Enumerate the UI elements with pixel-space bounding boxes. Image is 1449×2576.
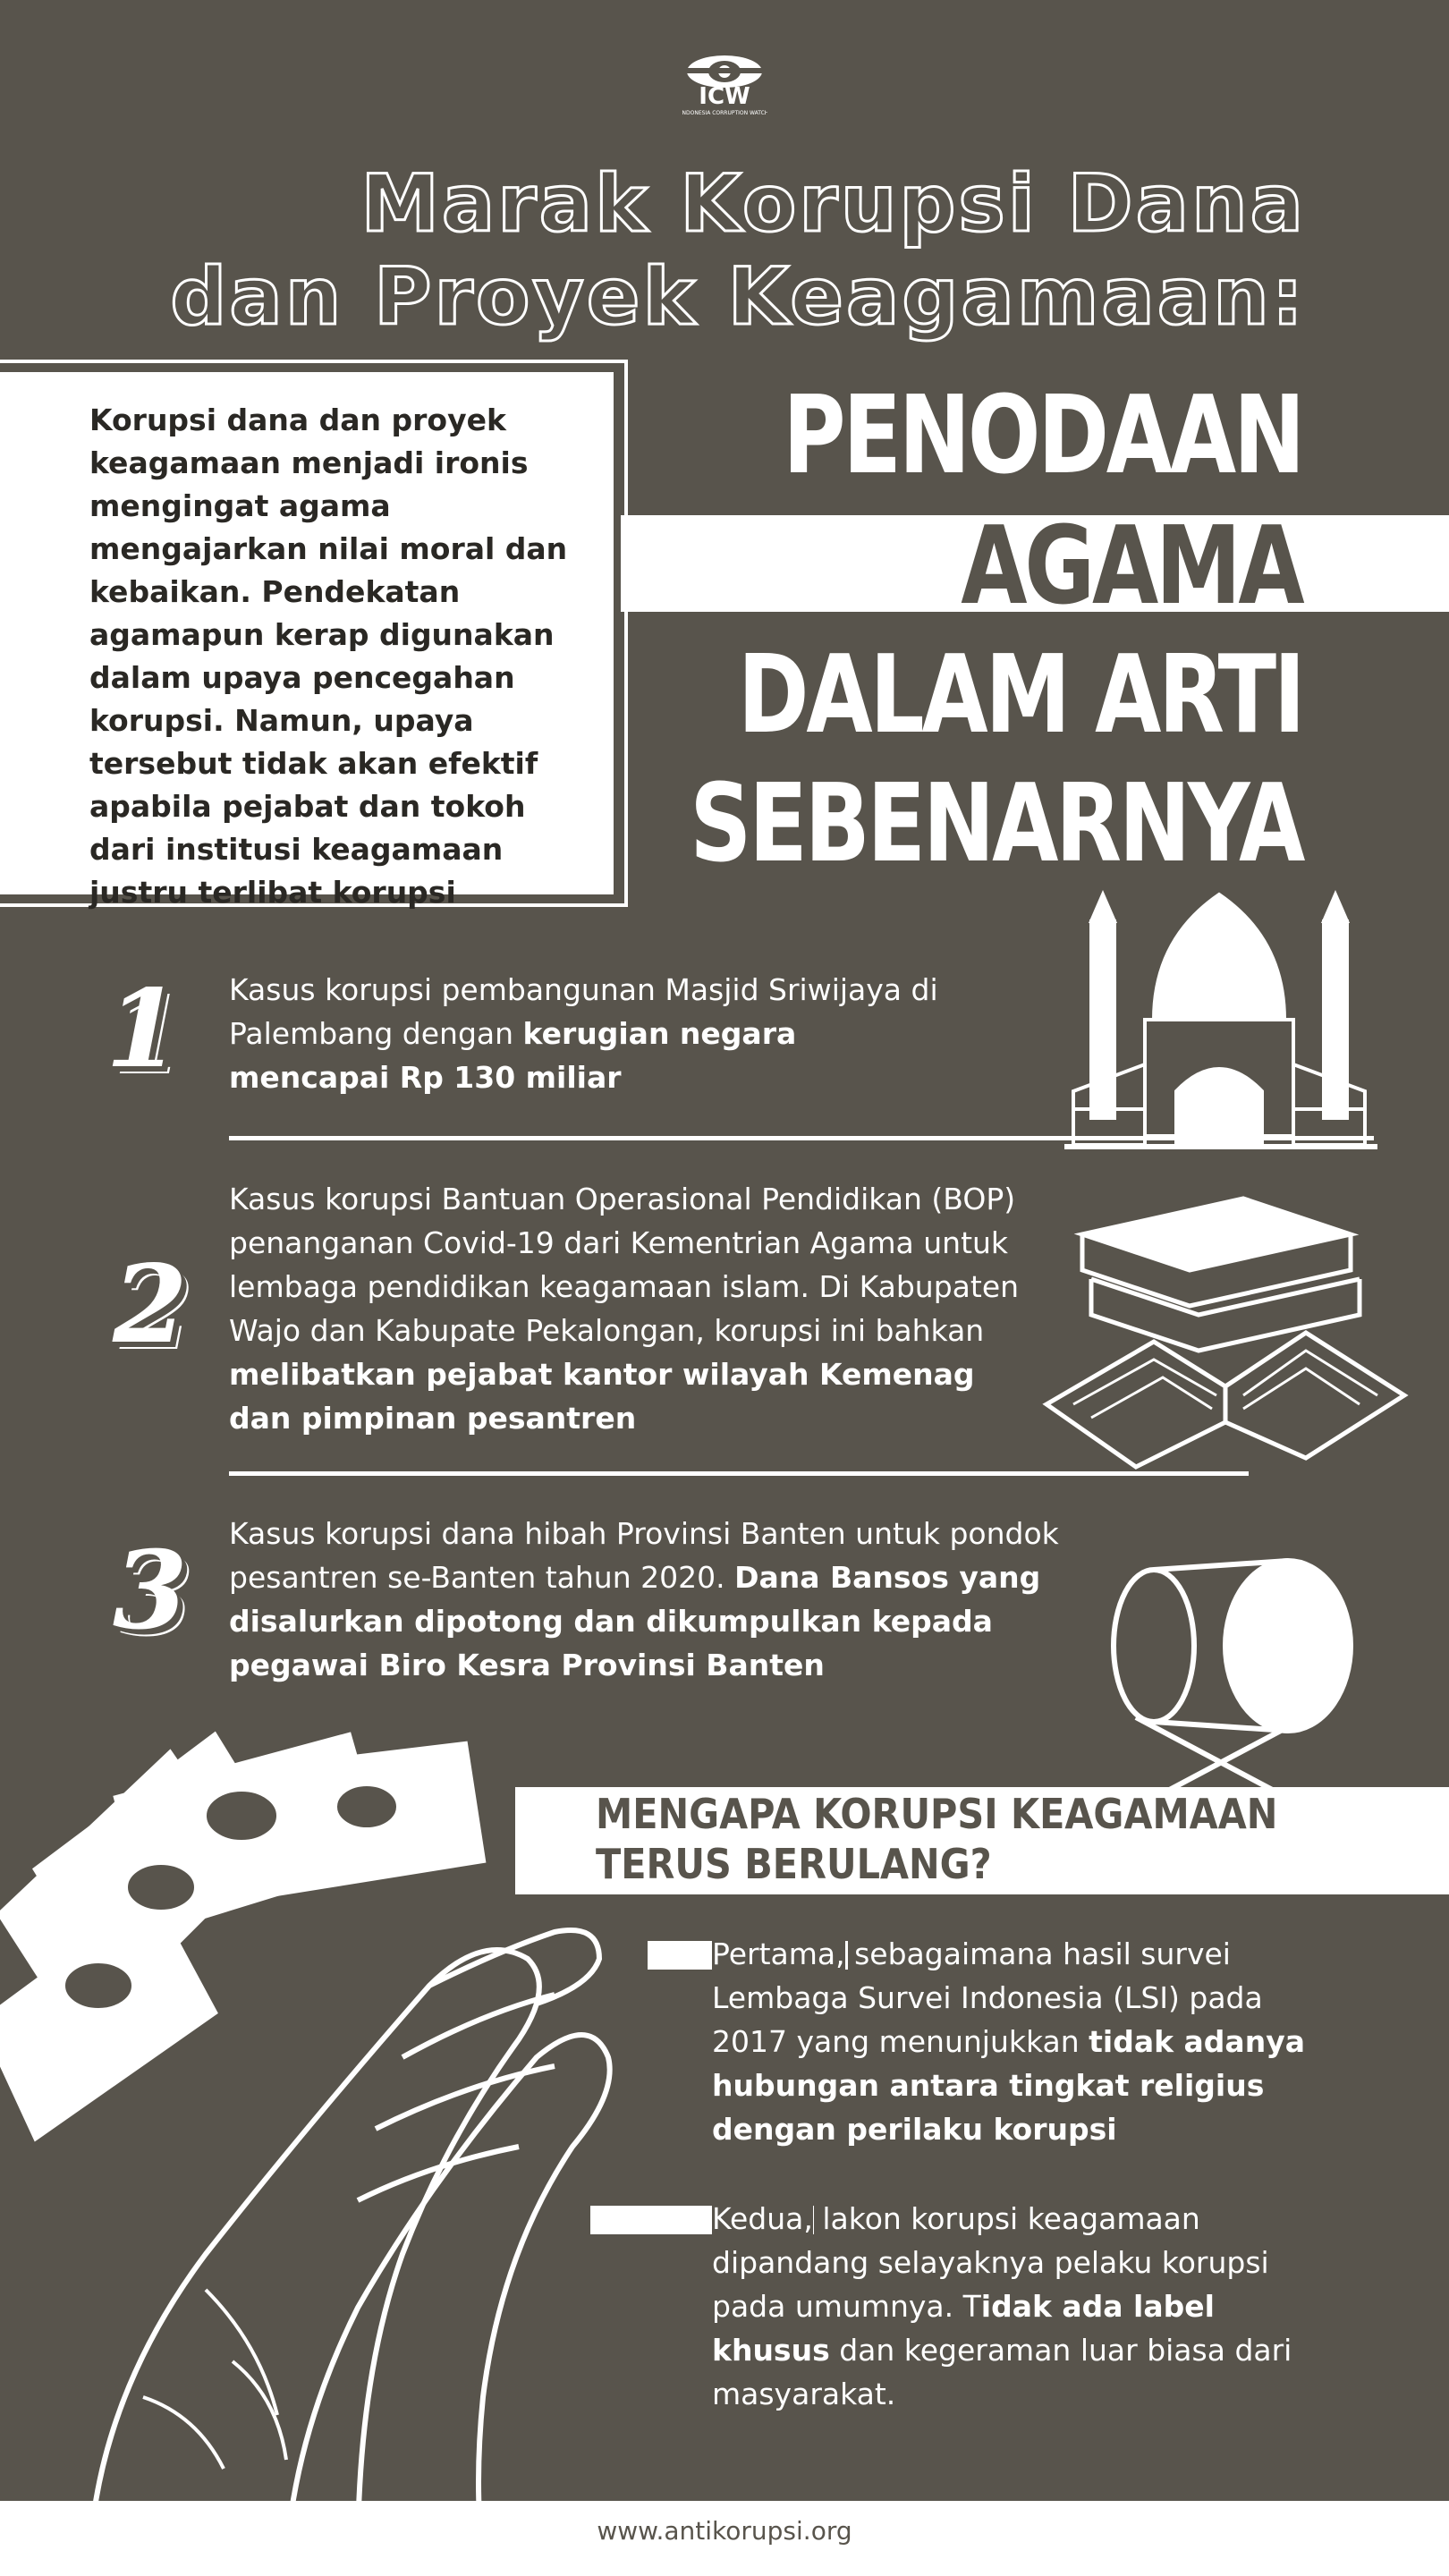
reason-2-regular: lakon korupsi keagamaan dipandang selayaknya pelaku korupsi pada umumnya. T (712, 2201, 1269, 2324)
reason-1-lead: Pertama, (712, 1936, 845, 1971)
item-3-regular: Kasus korupsi dana hibah Provinsi Banten untuk pondok pesantren se-Banten tahun 2020. (229, 1516, 1059, 1595)
item-1-bold: kerugian negara mencapai Rp 130 miliar (229, 1016, 797, 1095)
item-1-regular: Kasus korupsi pembangunan Masjid Sriwijaya di Palembang dengan (229, 972, 938, 1051)
divider-1 (229, 1136, 1374, 1140)
footer-url[interactable]: www.antikorupsi.org (597, 2516, 852, 2546)
reason-1-regular: sebagaimana hasil survei Lembaga Survei Indonesia (LSI) pada 2017 yang menunjukkan (712, 1936, 1263, 2059)
bedug-drum-icon (1100, 1538, 1368, 1798)
item-text-3 (229, 1512, 1088, 1687)
headline-line-2: AGAMA (961, 504, 1302, 629)
headline-line-4: SEBENARNYA (690, 762, 1302, 886)
item-number-1: 1 (106, 966, 181, 1092)
logo-text: ICW (699, 83, 750, 110)
why-title (596, 1789, 1277, 1889)
icw-logo-icon (682, 52, 767, 116)
title-line-1: Marak Korupsi Dana (360, 157, 1306, 250)
item-3-bold: Dana Bansos yang disalurkan dipotong dan dikumpulkan kepada pegawai Biro Kesra Provinsi Banten (229, 1560, 1041, 1682)
why-title-line-1: MENGAPA KORUPSI KEAGAMAAN (596, 1790, 1278, 1838)
reason-1 (712, 1932, 1338, 2151)
item-number-2: 2 (113, 1241, 188, 1368)
title-line-2: dan Proyek Keagamaan: (170, 250, 1306, 343)
headline-line-1: PENODAAN (783, 374, 1302, 498)
headline-line-3: DALAM ARTI (737, 633, 1302, 758)
logo-subtext: INDONESIA CORRUPTION WATCH (682, 110, 767, 116)
reason-2-bold: idak ada label khusus (712, 2289, 1215, 2368)
reason-2-lead: Kedua, (712, 2201, 813, 2236)
item-2-bold: melibatkan pejabat kantor wilayah Kemenag dan pimpinan pesantren (229, 1357, 975, 1436)
item-text-2 (229, 1177, 1034, 1440)
books-icon (1038, 1181, 1413, 1485)
reason-1-bold: tidak adanya hubungan antara tingkat religius dengan perilaku korupsi (712, 2024, 1305, 2147)
reason-2 (712, 2197, 1338, 2416)
divider-2 (229, 1471, 1249, 1476)
item-text-1 (229, 968, 945, 1099)
why-title-line-2: TERUS BERULANG? (596, 1840, 992, 1888)
item-number-3: 3 (113, 1528, 188, 1654)
reason-2-tail: dan kegeraman luar biasa dari masyarakat. (712, 2333, 1292, 2411)
mosque-icon (1064, 886, 1377, 1154)
intro-text: Korupsi dana dan proyek keagamaan menjadi ironis mengingat agama mengajarkan nilai moral dan kebaikan. Pendekatan agamapun kerap digunakan dalam upaya pencegahan korupsi. Namun, upaya tersebut tidak akan efektif apabila pejabat dan tokoh dari institusi keagamaan justru terlibat korupsi (89, 402, 568, 910)
item-2-regular: Kasus korupsi Bantuan Operasional Pendidikan (BOP) penanganan Covid-19 dari Kementrian Agama untuk lembaga pendidikan keagamaan islam. Di Kabupaten Wajo dan Kabupate Pekalongan, korupsi ini bahkan (229, 1182, 1020, 1348)
